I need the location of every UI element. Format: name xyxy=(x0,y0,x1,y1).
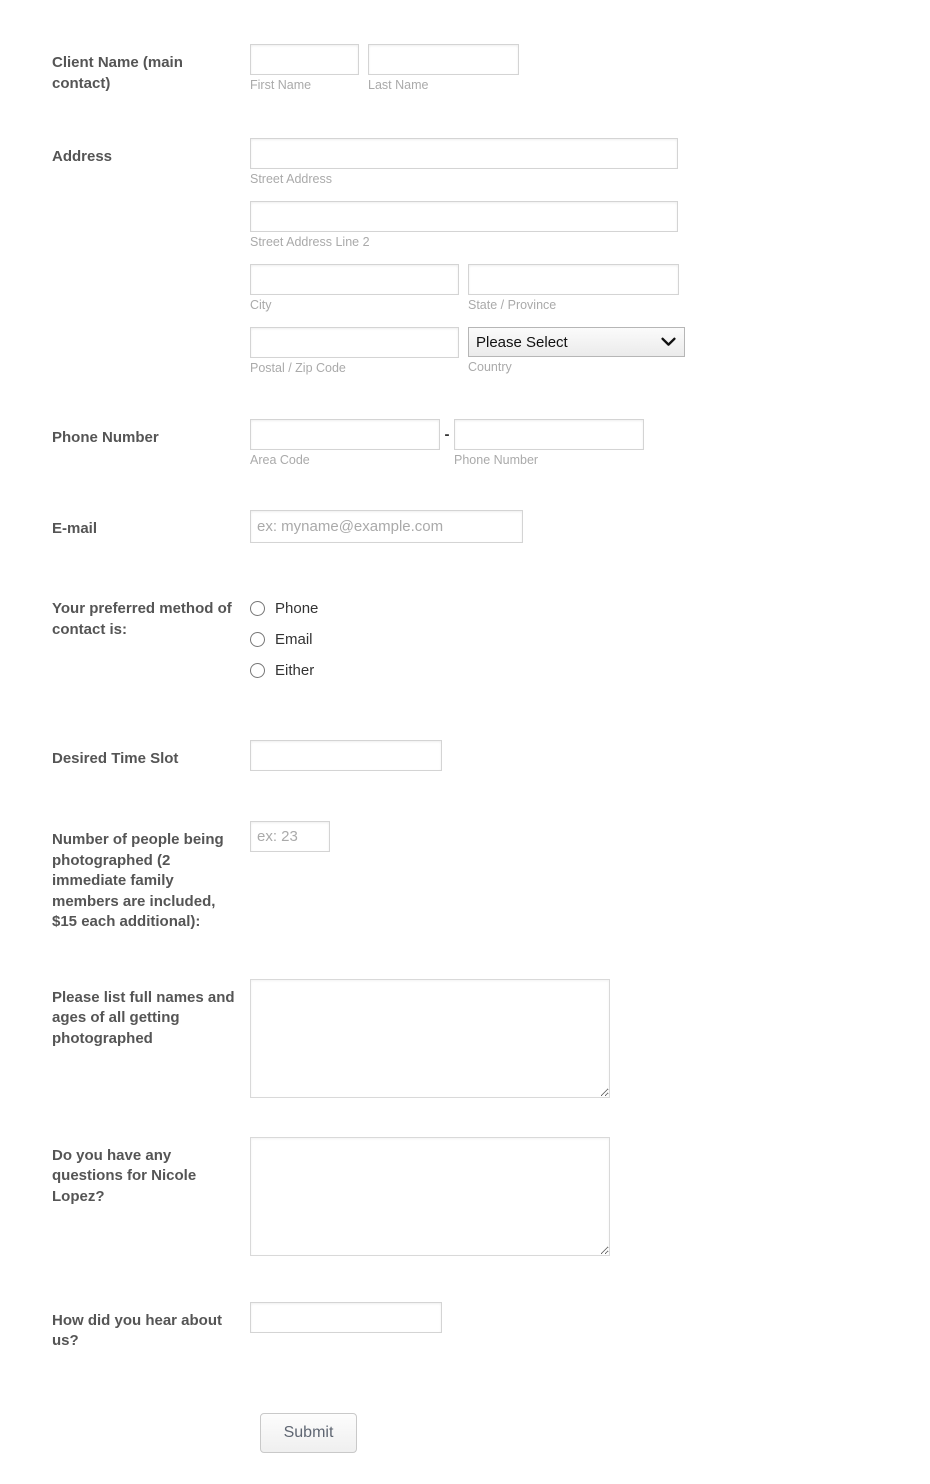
how-heard-field xyxy=(250,1302,930,1333)
state-group xyxy=(468,264,679,313)
people-count-input[interactable] xyxy=(250,821,330,852)
time-slot-label: Desired Time Slot xyxy=(52,750,179,767)
contact-radio-email-label[interactable]: Email xyxy=(275,630,313,648)
email-label: E-mail xyxy=(52,520,98,537)
phone-field xyxy=(250,419,930,468)
questions-textarea[interactable] xyxy=(250,1137,610,1256)
radio-option-either[interactable] xyxy=(250,655,930,686)
email-field xyxy=(250,510,930,543)
phone-number-input[interactable] xyxy=(454,419,644,450)
street-address-group xyxy=(250,138,930,187)
area-code-group xyxy=(250,419,440,468)
time-slot-input[interactable] xyxy=(250,740,442,771)
field-row-time-slot xyxy=(0,686,930,771)
client-name-field xyxy=(250,44,930,93)
people-count-label: Number of people being photographed (2 immediate family members are included, $15 each additional): xyxy=(52,831,224,930)
street-address-sublabel: Street Address xyxy=(250,172,332,186)
field-row-phone xyxy=(0,376,930,468)
postal-zip-input[interactable] xyxy=(250,327,459,358)
submit-button[interactable]: Submit xyxy=(260,1413,357,1453)
last-name-sublabel: Last Name xyxy=(368,78,429,92)
email-input[interactable] xyxy=(250,510,523,543)
street-address-2-input[interactable] xyxy=(250,201,678,232)
field-row-names-ages xyxy=(0,933,930,1098)
state-province-sublabel: State / Province xyxy=(468,298,557,312)
phone-separator: - xyxy=(444,426,450,443)
field-row-how-heard xyxy=(0,1256,930,1352)
first-name-input[interactable] xyxy=(250,44,359,75)
submit-row xyxy=(0,1352,930,1453)
how-heard-label: How did you hear about us? xyxy=(52,1311,223,1349)
contact-method-options xyxy=(250,590,930,686)
area-code-input[interactable] xyxy=(250,419,440,450)
people-count-field xyxy=(250,821,930,852)
contact-radio-either[interactable] xyxy=(250,663,265,678)
zip-country-group xyxy=(250,327,930,376)
postal-zip-sublabel: Postal / Zip Code xyxy=(250,361,346,375)
radio-option-email[interactable] xyxy=(250,624,930,655)
country-group xyxy=(468,327,685,376)
city-sublabel: City xyxy=(250,298,272,312)
contact-radio-phone-label[interactable]: Phone xyxy=(275,599,319,617)
contact-radio-email[interactable] xyxy=(250,632,265,647)
contact-radio-phone[interactable] xyxy=(250,601,265,616)
first-name-sublabel: First Name xyxy=(250,78,312,92)
first-name-group xyxy=(250,44,359,93)
names-ages-label: Please list full names and ages of all getting photographed xyxy=(52,988,235,1047)
contact-method-label: Your preferred method of contact is: xyxy=(52,600,232,638)
field-row-client-name xyxy=(0,0,930,94)
field-row-questions xyxy=(0,1098,930,1256)
address-field xyxy=(250,138,930,376)
how-heard-input[interactable] xyxy=(250,1302,442,1333)
field-row-contact-method xyxy=(0,543,930,686)
city-state-group xyxy=(250,264,930,313)
street-address-input[interactable] xyxy=(250,138,678,169)
last-name-input[interactable] xyxy=(368,44,519,75)
city-input[interactable] xyxy=(250,264,459,295)
country-select[interactable] xyxy=(468,327,685,357)
client-name-label: Client Name (main contact) xyxy=(52,54,183,92)
last-name-group xyxy=(368,44,519,93)
questions-label: Do you have any questions for Nicole Lopez? xyxy=(52,1146,197,1205)
phone-number-sublabel: Phone Number xyxy=(454,453,539,467)
state-province-input[interactable] xyxy=(468,264,679,295)
zip-group xyxy=(250,327,459,376)
questions-field xyxy=(250,1137,930,1256)
address-label: Address xyxy=(52,148,113,165)
area-code-sublabel: Area Code xyxy=(250,453,310,467)
street-address-2-sublabel: Street Address Line 2 xyxy=(250,235,370,249)
phone-label: Phone Number xyxy=(52,429,159,446)
contact-radio-either-label[interactable]: Either xyxy=(275,661,315,679)
phone-number-group xyxy=(454,419,644,468)
names-ages-field xyxy=(250,979,930,1098)
names-ages-textarea[interactable] xyxy=(250,979,610,1098)
country-select-wrapper xyxy=(468,327,685,357)
country-sublabel: Country xyxy=(468,360,512,374)
field-row-people-count xyxy=(0,771,930,933)
street-address-2-group xyxy=(250,201,930,250)
time-slot-field xyxy=(250,740,930,771)
radio-option-phone[interactable] xyxy=(250,593,930,624)
field-row-address xyxy=(0,94,930,376)
field-row-email xyxy=(0,468,930,543)
city-group xyxy=(250,264,459,313)
